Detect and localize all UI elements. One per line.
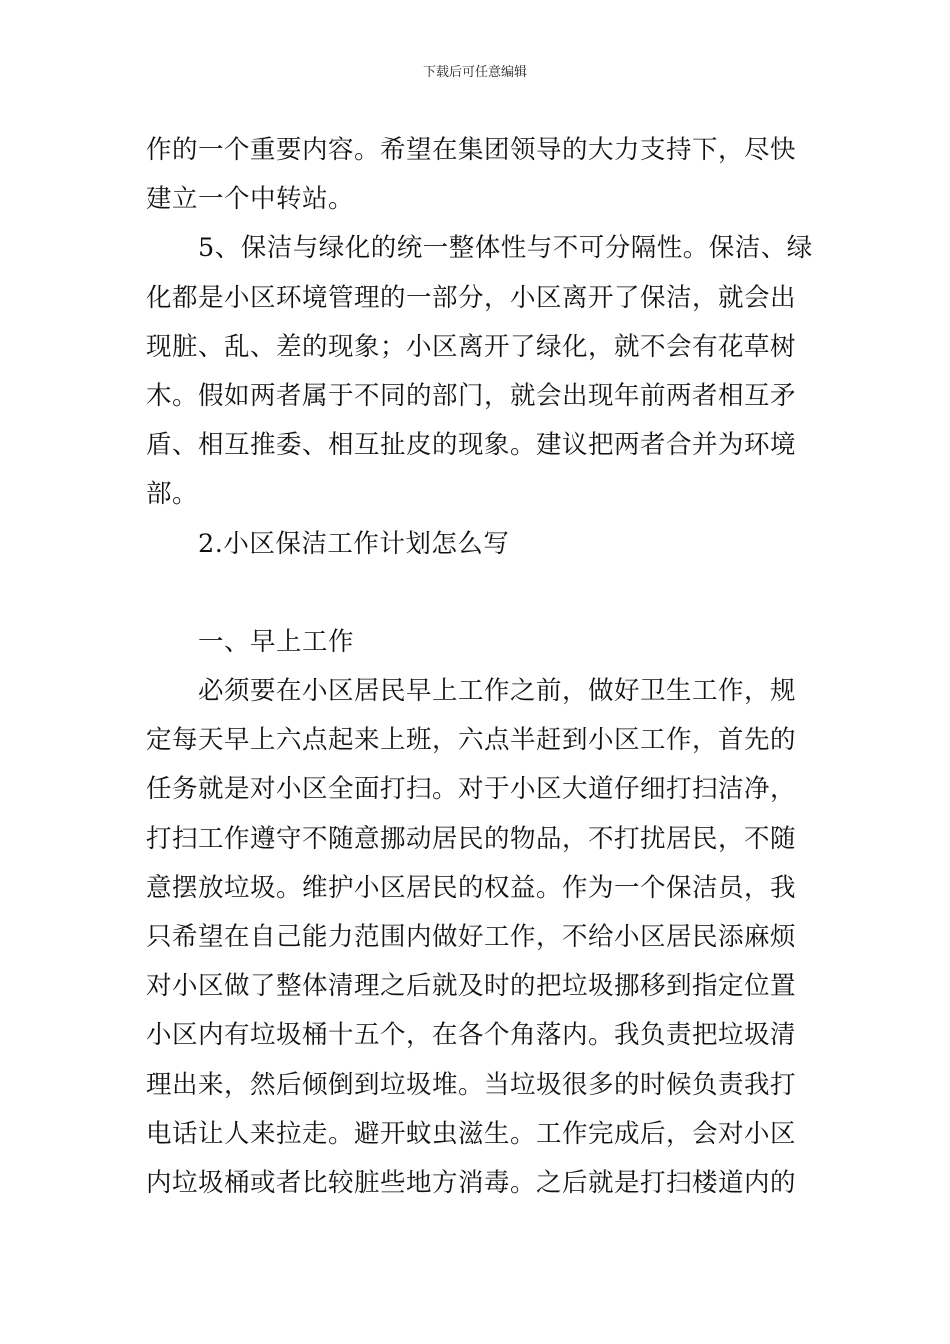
- text-line: 木。假如两者属于不同的部门，就会出现年前两者相互矛: [146, 380, 797, 411]
- text-line: 作的一个重要内容。希望在集团领导的大力支持下，尽快: [146, 135, 797, 165]
- text-line: 部。: [146, 479, 199, 510]
- text-line: 小区内有垃圾桶十五个，在各个角落内。我负责把垃圾清: [146, 1020, 797, 1051]
- text-line: 化都是小区环境管理的一部分，小区离开了保洁，就会出: [146, 282, 797, 313]
- subsection-heading: 一、早上工作: [198, 626, 355, 657]
- text-line: 任务就是对小区全面打扫。对于小区大道仔细打扫洁净，: [146, 774, 797, 805]
- text-line: 必须要在小区居民早上工作之前，做好卫生工作，规: [198, 676, 797, 707]
- text-line: 定每天早上六点起来上班，六点半赶到小区工作，首先的: [146, 725, 797, 756]
- page-header: 下载后可任意编辑: [422, 65, 527, 80]
- document-body: [146, 126, 813, 1208]
- text-line: 意摆放垃圾。维护小区居民的权益。作为一个保洁员，我: [146, 872, 797, 903]
- text-line: 建立一个中转站。: [146, 184, 355, 215]
- text-line: 只希望在自己能力范围内做好工作，不给小区居民添麻烦: [146, 922, 797, 952]
- text-line: 理出来，然后倾倒到垃圾堆。当垃圾很多的时候负责我打: [146, 1069, 797, 1100]
- blank-line: [146, 569, 808, 618]
- text-line: 对小区做了整体清理之后就及时的把垃圾挪移到指定位置: [146, 971, 797, 1002]
- text-line: 盾、相互推委、相互扯皮的现象。建议把两者合并为环境: [146, 430, 797, 461]
- text-line: 电话让人来拉走。避开蚊虫滋生。工作完成后，会对小区: [146, 1118, 797, 1149]
- text-line: 5、保洁与绿化的统一整体性与不可分隔性。保洁、绿: [198, 233, 813, 264]
- section-heading: 2.小区保洁工作计划怎么写: [198, 528, 510, 559]
- text-line: 打扫工作遵守不随意挪动居民的物品，不打扰居民，不随: [146, 823, 797, 854]
- text-line: 现脏、乱、差的现象；小区离开了绿化，就不会有花草树: [146, 331, 797, 362]
- text-line: 内垃圾桶或者比较脏些地方消毒。之后就是打扫楼道内的: [146, 1167, 797, 1198]
